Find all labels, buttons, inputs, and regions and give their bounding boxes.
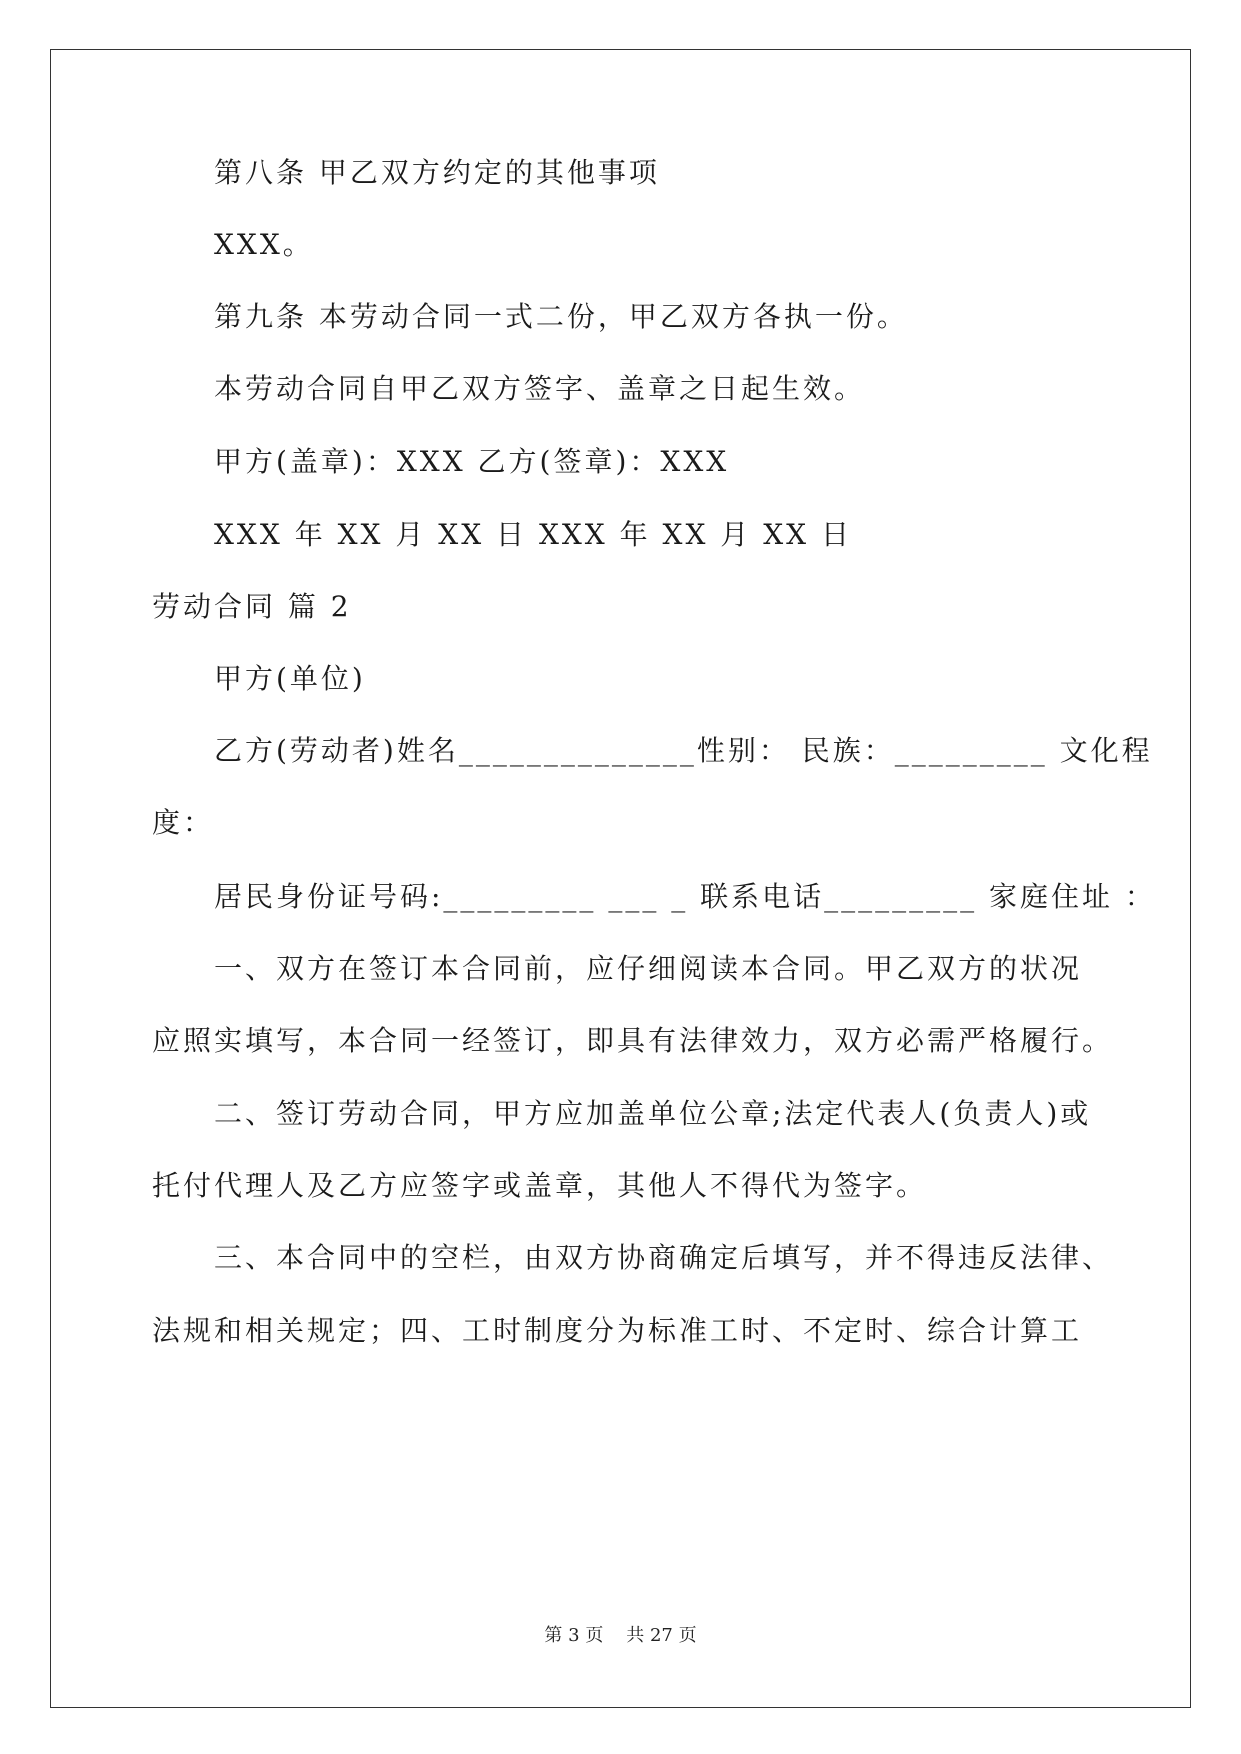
total-pages: 共 27 页 [626, 1625, 697, 1646]
article-8-content: XXX。 [214, 228, 314, 261]
page-number: 第 3 页 [544, 1625, 604, 1646]
party-b-fields-continued: 度： [152, 806, 215, 839]
page-border [50, 49, 1191, 1708]
party-a-label: 甲方(单位) [214, 662, 366, 695]
id-contact-fields: 居民身份证号码:_________ ___ _ 联系电话_________ 家庭住址 ： [214, 880, 1156, 913]
clause-2-line-1: 二、签订劳动合同，甲方应加盖单位公章;法定代表人(负责人)或 [214, 1097, 1092, 1130]
article-9-heading: 第九条 本劳动合同一式二份，甲乙双方各执一份。 [214, 300, 908, 333]
effective-clause: 本劳动合同自甲乙双方签字、盖章之日起生效。 [214, 372, 866, 405]
clause-1-line-1: 一、双方在签订本合同前，应仔细阅读本合同。甲乙双方的状况 [214, 952, 1083, 985]
clause-3-line-2: 法规和相关规定；四、工时制度分为标准工时、不定时、综合计算工 [152, 1314, 1083, 1347]
clause-3-line-1: 三、本合同中的空栏，由双方协商确定后填写，并不得违反法律、 [214, 1241, 1114, 1274]
signature-line: 甲方(盖章)：XXX 乙方(签章)：XXX [214, 445, 730, 478]
date-line: XXX 年 XX 月 XX 日 XXX 年 XX 月 XX 日 [214, 518, 852, 551]
party-b-fields: 乙方(劳动者)姓名______________性别： 民族：_________ 文化程 [214, 734, 1153, 767]
clause-1-line-2: 应照实填写，本合同一经签订，即具有法律效力，双方必需严格履行。 [152, 1024, 1114, 1057]
page-footer [0, 1625, 1241, 1647]
section-title: 劳动合同 篇 2 [152, 590, 352, 623]
article-8-heading: 第八条 甲乙双方约定的其他事项 [214, 156, 660, 189]
clause-2-line-2: 托付代理人及乙方应签字或盖章，其他人不得代为签字。 [152, 1169, 928, 1202]
